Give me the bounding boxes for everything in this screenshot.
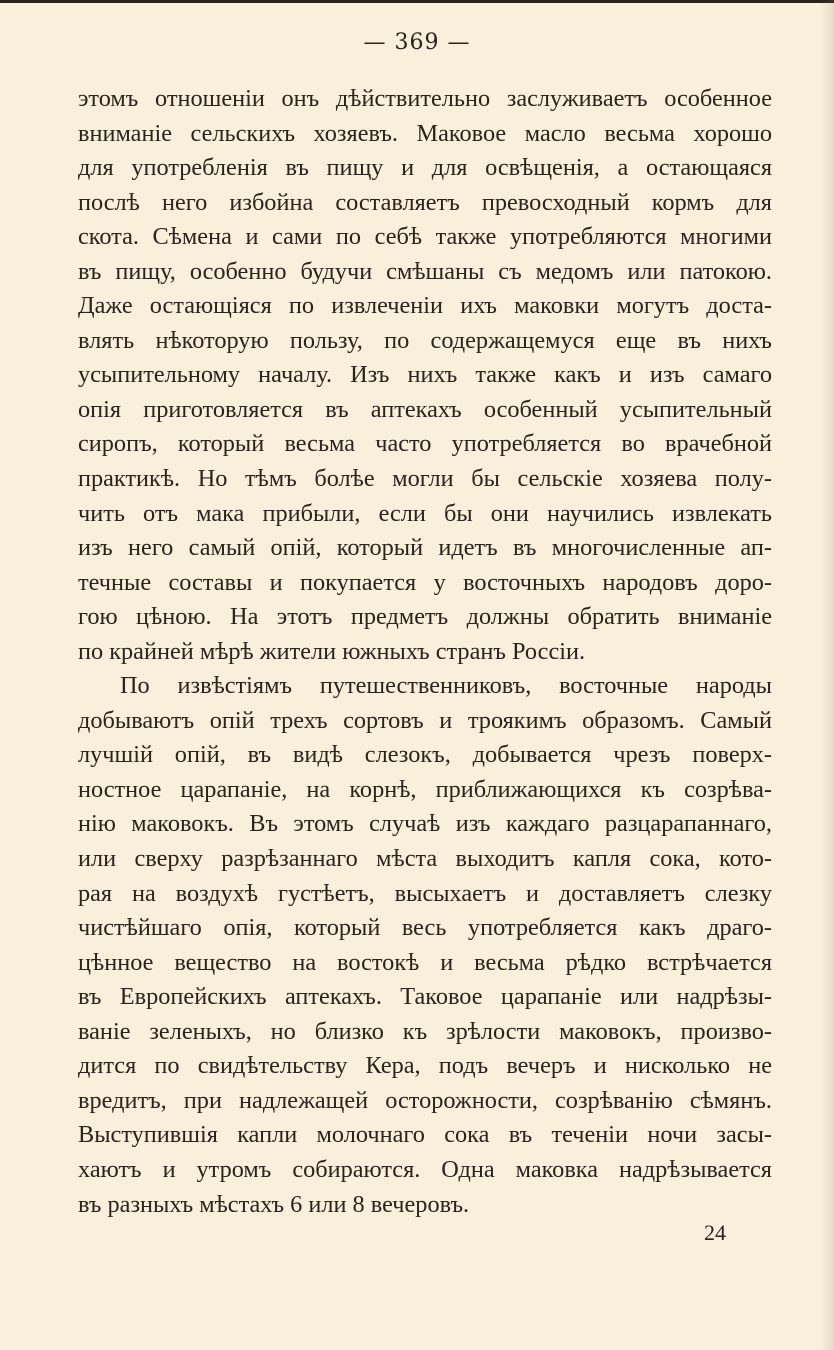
text-line: нію маковокъ. Въ этомъ случаѣ изъ каждаго разцарапаннаго, (78, 810, 772, 838)
text-line: практикѣ. Но тѣмъ болѣе могли бы сельскіе хозяева полу- (78, 465, 772, 493)
text-line: ваніе зеленыхъ, но близко къ зрѣлости маковокъ, произво- (78, 1017, 772, 1045)
page-number: — 369 — (363, 30, 471, 55)
text-line: течные составы и покупается у восточныхъ народовъ доро- (78, 568, 772, 596)
text-line: чистѣйшаго опія, который весь употребляется какъ драго- (78, 914, 772, 942)
text-line: добываютъ опій трехъ сортовъ и троякимъ образомъ. Самый (78, 706, 772, 734)
text-line-paragraph-start: По извѣстіямъ путешественниковъ, восточные народы (120, 672, 772, 700)
text-line: опія приготовляется въ аптекахъ особенный усыпительный (78, 395, 772, 423)
text-line: Даже остающіяся по извлеченіи ихъ маковки могутъ доста- (78, 292, 772, 320)
text-line: гою цѣною. На этотъ предметъ должны обратить вниманіе (78, 603, 772, 631)
text-line: въ разныхъ мѣстахъ 6 или 8 вечеровъ. (78, 1190, 470, 1218)
text-line: вниманіе сельскихъ хозяевъ. Маковое масло весьма хорошо (78, 119, 772, 147)
text-line: рая на воздухѣ густѣетъ, высыхаетъ и доставляетъ слезку (78, 879, 772, 907)
text-line: послѣ него избойна составляетъ превосходный кормъ для (78, 188, 772, 216)
text-line: скота. Сѣмена и сами по себѣ также употребляются многими (78, 223, 772, 251)
text-line: для употребленія въ пищу и для освѣщенія, а остающаяся (78, 154, 772, 182)
text-line: этомъ отношеніи онъ дѣйствительно заслуживаетъ особенное (78, 85, 772, 112)
text-line: цѣнное вещество на востокѣ и весьма рѣдко встрѣчается (78, 948, 772, 976)
text-line: Выступившія капли молочнаго сока въ теченіи ночи засы- (78, 1121, 772, 1149)
text-line: въ Европейскихъ аптекахъ. Таковое царапаніе или надрѣзы- (78, 983, 772, 1011)
text-line: изъ него самый опій, который идетъ въ многочисленные ап- (78, 534, 772, 562)
page-edge-shadow (820, 0, 834, 1350)
text-line: ностное царапаніе, на корнѣ, приближающихся къ созрѣва- (78, 775, 772, 803)
top-rule (0, 0, 834, 3)
text-line: чить отъ мака прибыли, если бы они научились извлекать (78, 499, 772, 527)
body-text (78, 82, 772, 1222)
text-line: по крайней мѣрѣ жители южныхъ странъ Россіи. (78, 637, 586, 665)
text-line: усыпительному началу. Изъ нихъ также какъ и изъ самаго (78, 361, 772, 389)
text-line: дится по свидѣтельству Кера, подъ вечеръ и нисколько не (78, 1052, 772, 1080)
text-line: вредитъ, при надлежащей осторожности, созрѣванію сѣмянъ. (78, 1086, 772, 1114)
text-line: въ пищу, особенно будучи смѣшаны съ медомъ или патокою. (78, 257, 772, 285)
text-line: лучшій опій, въ видѣ слезокъ, добывается чрезъ поверх- (78, 741, 772, 769)
signature-mark: 24 (704, 1220, 726, 1245)
text-line: хаютъ и утромъ собираются. Одна маковка надрѣзывается (78, 1155, 772, 1183)
text-line: влять нѣкоторую пользу, по содержащемуся еще въ нихъ (78, 326, 772, 354)
text-line: сиропъ, который весьма часто употребляется во врачебной (78, 430, 772, 458)
text-line: или сверху разрѣзаннаго мѣста выходитъ капля сока, кото- (78, 845, 772, 873)
